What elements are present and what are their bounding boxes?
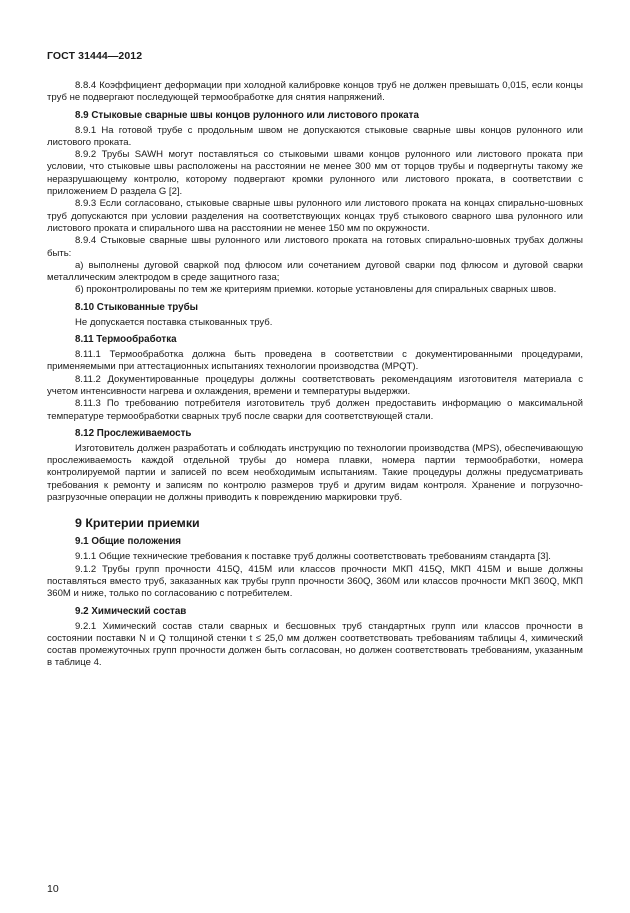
heading-9-1: 9.1 Общие положения bbox=[75, 536, 182, 548]
document-header: ГОСТ 31444—2012 bbox=[47, 50, 143, 62]
paragraph-8-10: Не допускается поставка стыкованных труб. bbox=[75, 316, 273, 328]
heading-8-12: 8.12 Прослеживаемость bbox=[75, 427, 192, 439]
paragraph-8-8-4: 8.8.4 Коэффициент деформации при холодной калибровке концов труб не должен превышать 0,015, если концы труб не подвергают последующей термообработке для снятия напряжений. bbox=[47, 80, 583, 104]
paragraph-8-12: Изготовитель должен разработать и соблюдать инструкцию по технологии производства (MPS), обеспечивающую прослеживаемость каждой отдельной трубы до номера плавки, номера партии термообработки, номера контролируемой партии и записей по всем необходимым испытаниям. Такие процедуры должны предусматривать требования к ремонту и записям по контролю размеров труб и другим видам контроля. Хранение и погрузочно-разгрузочные операции не должны приводить к повреждению маркировки труб. bbox=[47, 442, 583, 504]
paragraph-8-9-1: 8.9.1 На готовой трубе с продольным швом не допускаются стыковые сварные швы концов рулонного или листового проката. bbox=[47, 124, 583, 148]
heading-8-11: 8.11 Термообработка bbox=[75, 334, 177, 346]
paragraph-8-9-2: 8.9.2 Трубы SAWH могут поставляться со стыковыми швами концов рулонного или листового проката при условии, что стыковые швы расположены на расстоянии не менее 300 мм от торцов трубы и подвергнуты такому же неразрушающему контролю, которому подвергают кромки рулонного или листового проката, в соответствии с приложением D раздела G [2]. bbox=[47, 149, 583, 198]
paragraph-8-9-3: 8.9.3 Если согласовано, стыковые сварные швы рулонного или листового проката на концах спирально-шовных труб допускаются при условии разделения на соответствующих концах труб стыкового сварного шва рулонного или листового проката и спирального шва на расстоянии не менее 150 мм по окружности. bbox=[47, 198, 583, 234]
list-item-b: б) проконтролированы по тем же критериям приемки. которые установлены для спиральных сварных швов. bbox=[75, 284, 557, 296]
heading-9: 9 Критерии приемки bbox=[75, 516, 200, 531]
document-body bbox=[47, 80, 583, 670]
paragraph-8-11-3: 8.11.3 По требованию потребителя изготовитель труб должен предоставить информацию о максимальной температуре термообработки сварных труб после сварки для соответствующей стали. bbox=[47, 398, 583, 422]
heading-8-10: 8.10 Стыкованные трубы bbox=[75, 301, 199, 313]
paragraph-8-11-1: 8.11.1 Термообработка должна быть проведена в соответствии с документированными процедурами, применяемыми при аттестационных испытаниях технологии производства (MPQT). bbox=[47, 349, 583, 373]
paragraph-8-11-2: 8.11.2 Документированные процедуры должны соответствовать рекомендациям изготовителя материала с учетом интенсивности нагрева и охлаждения, времени и температуры выдержки. bbox=[47, 373, 583, 397]
page-number: 10 bbox=[47, 883, 59, 895]
paragraph-9-1-2: 9.1.2 Трубы групп прочности 415Q, 415M или классов прочности МКП 415Q, МКП 415M и выше должны поставляться вместо труб, заказанных как трубы групп прочности 360Q, 360M или классов прочности МКП 360Q, МКП 360M и ниже, только по согласованию с потребителем. bbox=[47, 563, 583, 600]
list-item-a: а) выполнены дуговой сваркой под флюсом или сочетанием дуговой сварки под флюсом и дуговой сварки металлическим электродом в среде защитного газа; bbox=[47, 259, 583, 284]
paragraph-9-1-1: 9.1.1 Общие технические требования к поставке труб должны соответствовать требованиям стандарта [3]. bbox=[75, 551, 551, 563]
heading-8-9: 8.9 Стыковые сварные швы концов рулонного или листового проката bbox=[75, 109, 419, 121]
paragraph-9-2-1: 9.2.1 Химический состав стали сварных и бесшовных труб стандартных групп или классов прочности в состоянии поставки N и Q толщиной стенки t ≤ 25,0 мм должен соответствовать требованиям таблицы 4, химический состав промежуточных групп прочности должен быть согласован, но должен соответствовать требованиям, указанным в таблице 4. bbox=[47, 620, 583, 669]
heading-9-2: 9.2 Химический состав bbox=[75, 605, 187, 617]
paragraph-8-9-4: 8.9.4 Стыковые сварные швы рулонного или листового проката на готовых спирально-шовных трубах должны быть: bbox=[47, 235, 583, 259]
